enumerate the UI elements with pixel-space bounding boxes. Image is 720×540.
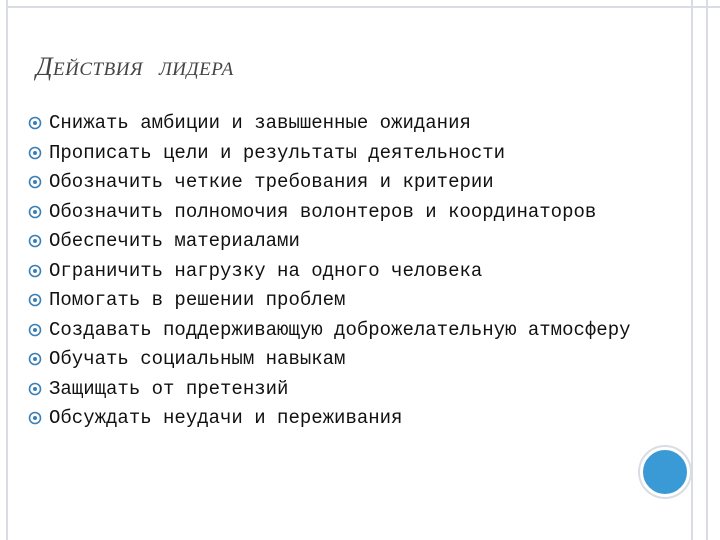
bullet-text: Снижать амбиции и завышенные ожидания (49, 112, 471, 134)
circle-dot-bullet-icon (28, 205, 42, 219)
bullet-item (28, 348, 638, 370)
frame-right-border-outer (706, 0, 708, 540)
circle-dot-bullet-icon (28, 293, 42, 307)
bullet-item (28, 230, 638, 252)
circle-dot-bullet-icon (28, 175, 42, 189)
frame-right-border-inner (691, 0, 693, 540)
circle-dot-bullet-icon (28, 323, 42, 337)
bullet-list (28, 112, 638, 437)
circle-dot-bullet-icon (28, 411, 42, 425)
bullet-text: Обеспечить материалами (49, 230, 300, 252)
circle-dot-bullet-icon (28, 352, 42, 366)
bullet-item (28, 319, 638, 341)
bullet-text: Обучать социальным навыкам (49, 348, 346, 370)
bullet-item (28, 142, 638, 164)
circle-dot-bullet-icon (28, 264, 42, 278)
frame-left-border (6, 0, 8, 540)
circle-dot-bullet-icon (28, 382, 42, 396)
circle-dot-bullet-icon (28, 234, 42, 248)
bullet-item (28, 171, 638, 193)
bullet-text: Обозначить полномочия волонтеров и координаторов (49, 200, 597, 223)
bullet-item (28, 407, 638, 429)
bullet-item (28, 201, 638, 223)
bullet-text: Создавать поддерживающую доброжелательную атмосферу (49, 318, 631, 341)
frame-top-border (6, 6, 720, 8)
bullet-item (28, 289, 638, 311)
bullet-item (28, 112, 638, 134)
bullet-text: Ограничить нагрузку на одного человека (49, 259, 483, 282)
blue-circle-decoration (640, 447, 690, 497)
title-word1-rest: ЕЙСТВИЯ (53, 59, 143, 80)
slide-title (36, 52, 234, 85)
bullet-text: Защищать от претензий (49, 377, 289, 400)
circle-dot-bullet-icon (28, 146, 42, 160)
bullet-item (28, 260, 638, 282)
bullet-text: Обозначить четкие требования и критерии (49, 171, 494, 193)
title-word2: ЛИДЕРА (158, 59, 234, 80)
circle-dot-bullet-icon (28, 116, 42, 130)
bullet-text: Прописать цели и результаты деятельности (49, 141, 506, 164)
bullet-text: Обсуждать неудачи и переживания (49, 407, 403, 429)
bullet-item (28, 378, 638, 400)
title-first-letter: Д (36, 52, 54, 81)
bullet-text: Помогать в решении проблем (49, 289, 346, 311)
